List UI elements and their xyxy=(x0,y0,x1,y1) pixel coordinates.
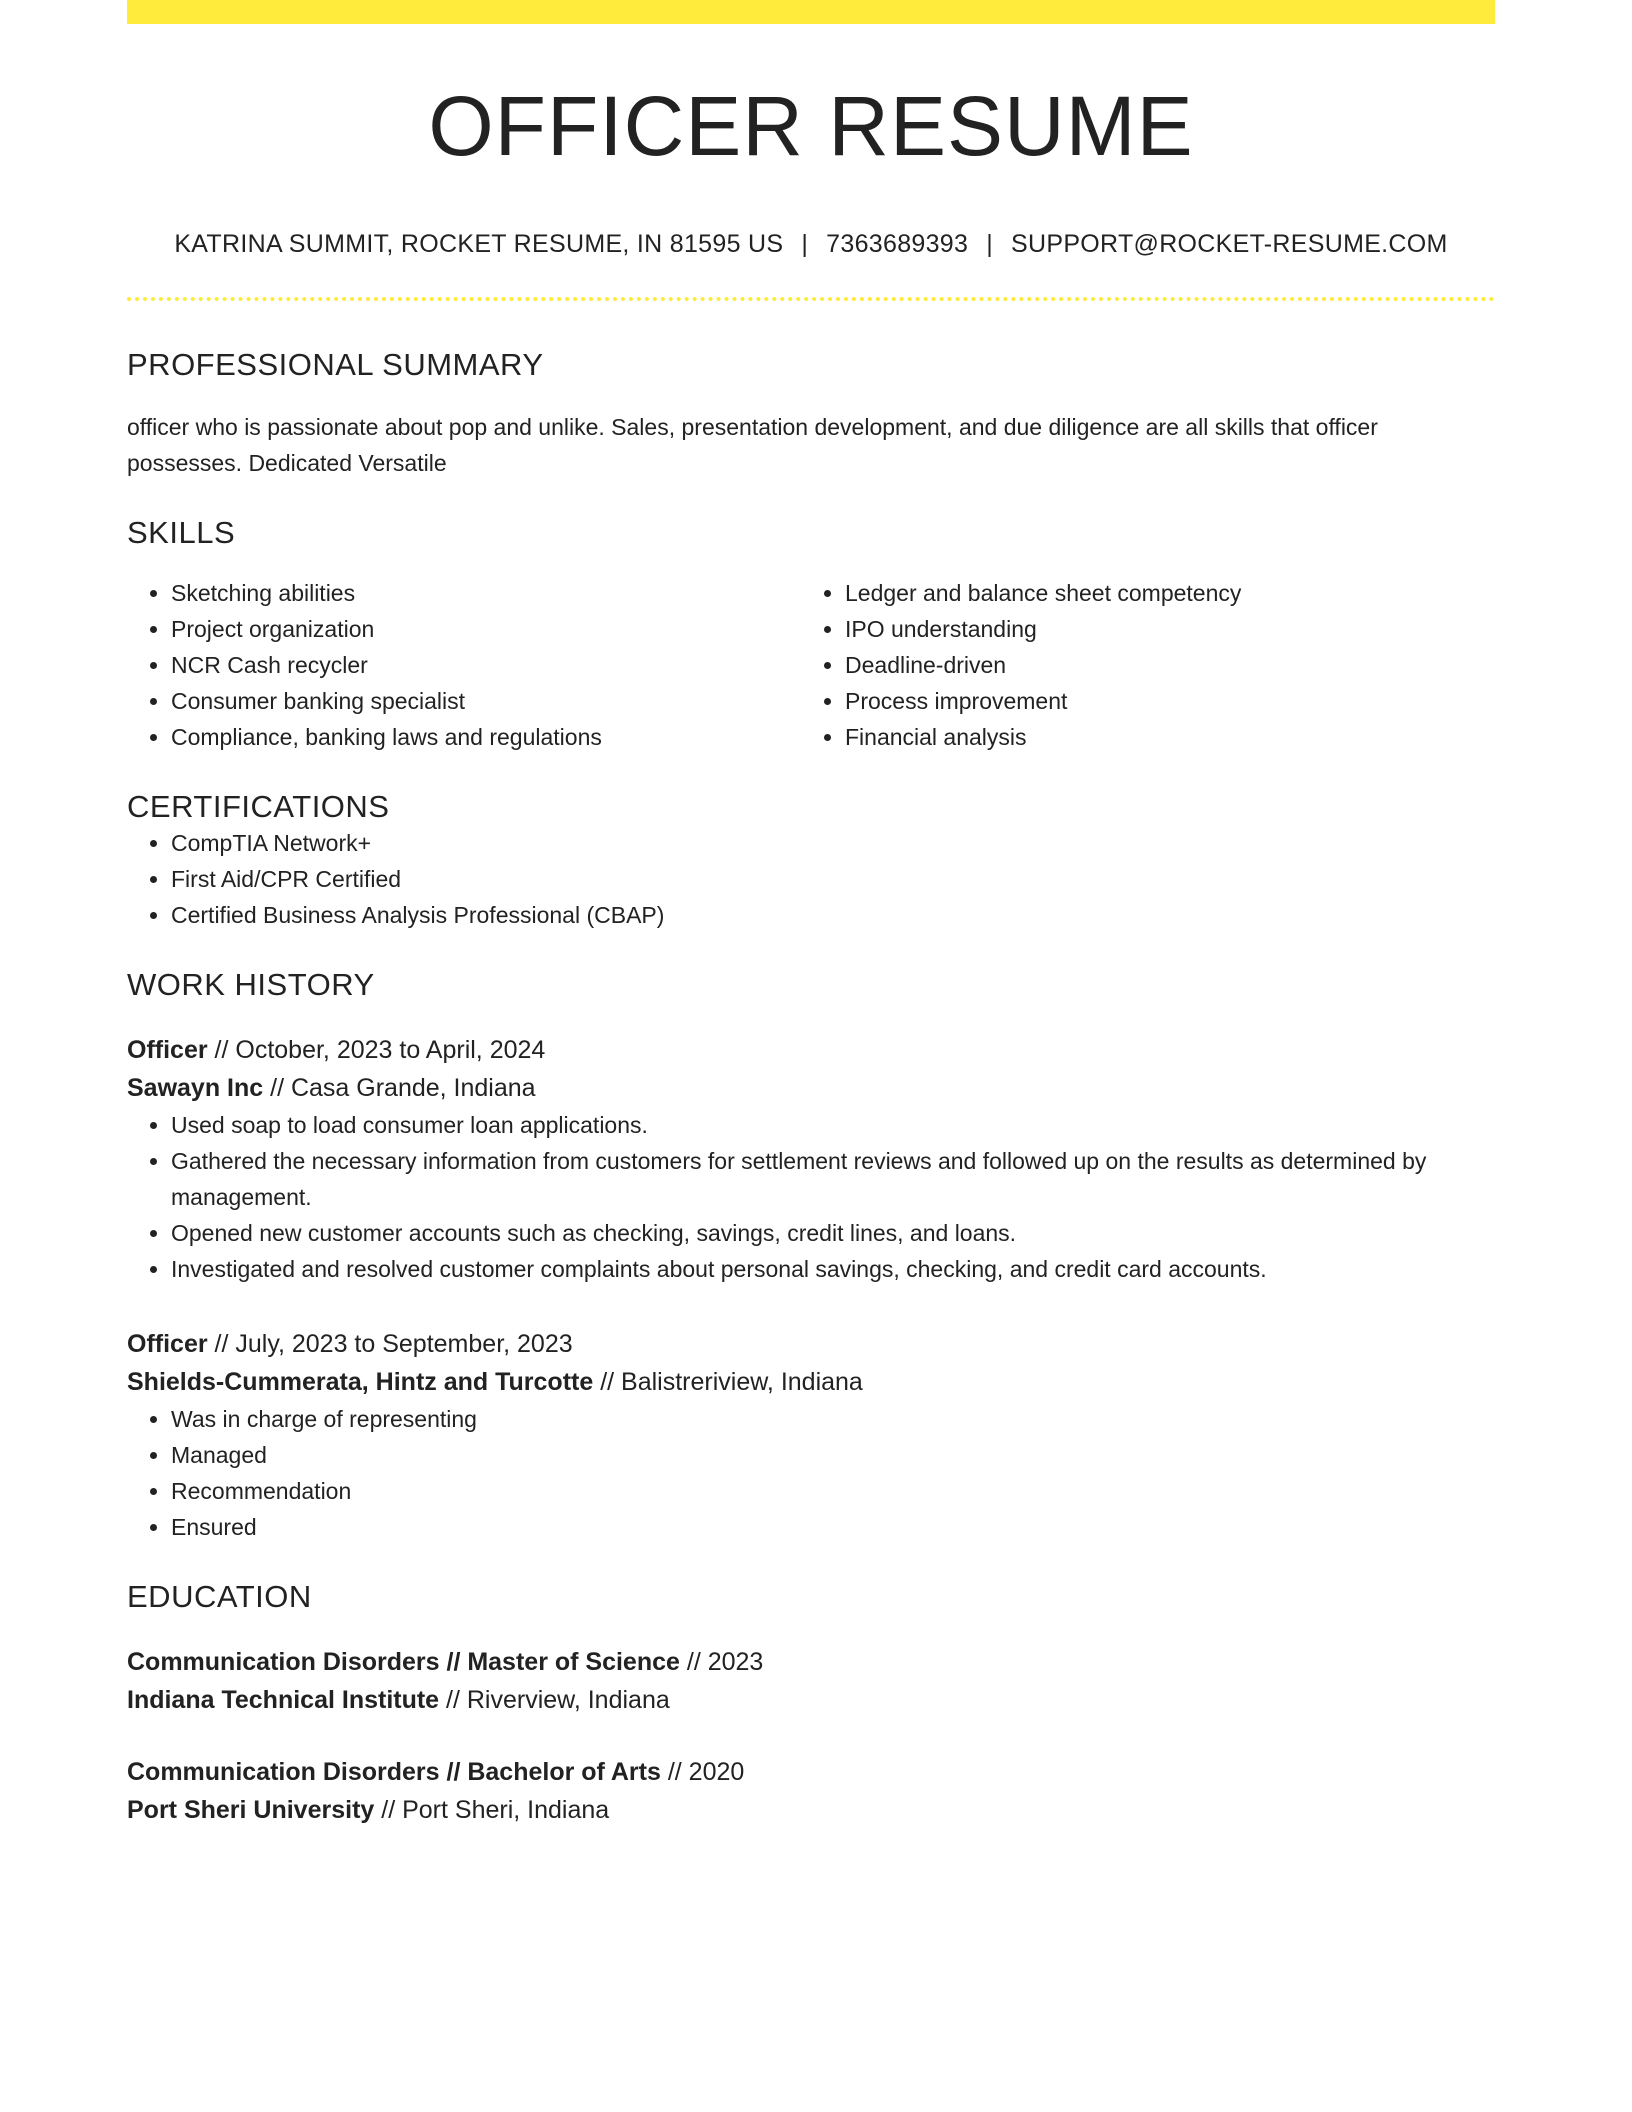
job-role: Officer xyxy=(127,1036,208,1064)
education-school: Port Sheri University xyxy=(127,1796,375,1824)
certifications-heading: CERTIFICATIONS xyxy=(127,789,390,824)
education-location: // Port Sheri, Indiana xyxy=(374,1796,610,1824)
job-duty: • Opened new customer accounts such as checking, savings, credit lines, and loans. xyxy=(171,1215,1495,1251)
job-duty: • Was in charge of representing xyxy=(171,1401,1495,1437)
job-duty: • Gathered the necessary information from customers for settlement reviews and followed up on the results as determined by management. xyxy=(171,1143,1495,1215)
education-year: // 2023 xyxy=(679,1648,764,1676)
education-degree: Communication Disorders // Master of Science xyxy=(127,1648,680,1676)
certification-item: • Certified Business Analysis Professional (CBAP) xyxy=(171,897,1495,933)
job-company-line xyxy=(127,1363,1495,1401)
skills-column-right xyxy=(801,575,1475,755)
contact-phone[interactable]: 7363689393 xyxy=(826,230,969,258)
job-dates: // October, 2023 to April, 2024 xyxy=(207,1036,546,1064)
skill-item: • NCR Cash recycler xyxy=(171,647,801,683)
skill-item: • Process improvement xyxy=(845,683,1475,719)
education-school-line xyxy=(127,1681,1495,1719)
job-role-line xyxy=(127,1031,1495,1069)
job-location: // Casa Grande, Indiana xyxy=(263,1074,536,1102)
education-degree-line xyxy=(127,1643,1495,1681)
job-company: Shields-Cummerata, Hintz and Turcotte xyxy=(127,1368,594,1396)
education-entry xyxy=(127,1643,1495,1719)
skill-item: • Consumer banking specialist xyxy=(171,683,801,719)
skill-item: • Compliance, banking laws and regulations xyxy=(171,719,801,755)
dotted-divider xyxy=(127,297,1495,301)
certification-item: • CompTIA Network+ xyxy=(171,825,1495,861)
skill-item: • Project organization xyxy=(171,611,801,647)
skill-item: • Deadline-driven xyxy=(845,647,1475,683)
resume-title: OFFICER RESUME xyxy=(428,79,1194,173)
contact-email[interactable]: SUPPORT@ROCKET-RESUME.COM xyxy=(1011,230,1448,258)
skill-item: • Ledger and balance sheet competency xyxy=(845,575,1475,611)
job-role: Officer xyxy=(127,1330,208,1358)
contact-separator: | xyxy=(986,230,994,258)
certification-item: • First Aid/CPR Certified xyxy=(171,861,1495,897)
job-duties-list xyxy=(127,1401,1495,1545)
education-location: // Riverview, Indiana xyxy=(439,1686,670,1714)
summary-text: officer who is passionate about pop and unlike. Sales, presentation development, and due diligence are all skills that officer possesses. Dedicated Versatile xyxy=(127,414,1378,476)
resume-page xyxy=(127,0,1495,1829)
job-duty: • Investigated and resolved customer complaints about personal savings, checking, and credit card accounts. xyxy=(171,1251,1495,1287)
education-degree: Communication Disorders // Bachelor of Arts xyxy=(127,1758,661,1786)
job-company-line xyxy=(127,1069,1495,1107)
education-school: Indiana Technical Institute xyxy=(127,1686,440,1714)
job-role-line xyxy=(127,1325,1495,1363)
job-company: Sawayn Inc xyxy=(127,1074,264,1102)
skills-column-left xyxy=(127,575,801,755)
skills-heading: SKILLS xyxy=(127,515,236,550)
work-history-heading: WORK HISTORY xyxy=(127,967,375,1002)
job-duties-list xyxy=(127,1107,1495,1287)
job-entry xyxy=(127,1325,1495,1545)
education-degree-line xyxy=(127,1753,1495,1791)
job-location: // Balistreriview, Indiana xyxy=(593,1368,863,1396)
job-duty: • Ensured xyxy=(171,1509,1495,1545)
education-year: // 2020 xyxy=(660,1758,745,1786)
contact-address: KATRINA SUMMIT, ROCKET RESUME, IN 81595 US xyxy=(174,230,784,258)
skills-list-left xyxy=(127,575,801,755)
skill-item: • Sketching abilities xyxy=(171,575,801,611)
job-entry xyxy=(127,1031,1495,1287)
education-entry xyxy=(127,1753,1495,1829)
job-duty: • Used soap to load consumer loan applications. xyxy=(171,1107,1495,1143)
education-school-line xyxy=(127,1791,1495,1829)
skill-item: • IPO understanding xyxy=(845,611,1475,647)
skills-grid xyxy=(127,575,1495,755)
education-heading: EDUCATION xyxy=(127,1579,312,1614)
job-duty: • Recommendation xyxy=(171,1473,1495,1509)
summary-heading: PROFESSIONAL SUMMARY xyxy=(127,347,544,382)
contact-separator: | xyxy=(801,230,809,258)
skills-list-right xyxy=(801,575,1475,755)
skill-item: • Financial analysis xyxy=(845,719,1475,755)
job-duty: • Managed xyxy=(171,1437,1495,1473)
top-accent-bar xyxy=(127,0,1495,24)
certifications-list xyxy=(127,825,1495,933)
job-dates: // July, 2023 to September, 2023 xyxy=(207,1330,573,1358)
contact-line xyxy=(127,230,1495,259)
